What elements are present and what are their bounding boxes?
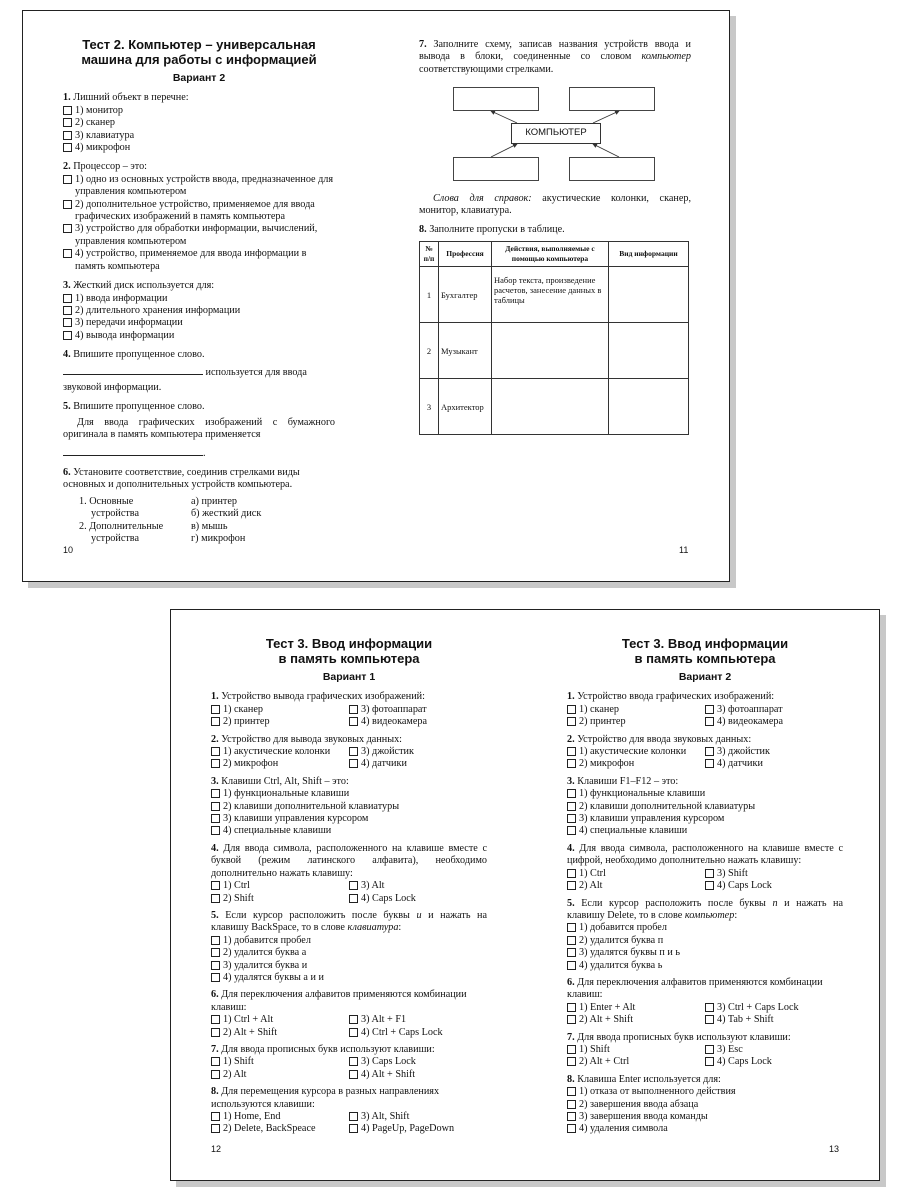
question-6: 6. Установите соответствие, соединив стрелками виды основных и дополнительных устройств компьютера. 1. Основные а) принтер устройства б) жесткий диск 2. Дополнительные в) мышь устройства г) микрофон bbox=[63, 466, 300, 544]
variant-label: Вариант 2 bbox=[172, 72, 226, 84]
output-device-box-1[interactable] bbox=[453, 87, 539, 111]
table-header-row: № п/п Профессия Действия, выполняемые с помощью компьютера Вид информации bbox=[420, 242, 689, 267]
checkbox[interactable] bbox=[211, 826, 220, 835]
checkbox[interactable] bbox=[63, 318, 72, 327]
question-1: 1. Устройство ввода графических изображений: 1) сканер 2) принтер 3) фотоаппарат 4) видеокамера bbox=[567, 691, 843, 728]
answer-option[interactable]: 1) Home, End bbox=[211, 1111, 349, 1123]
table-row: 2 Музыкант bbox=[420, 323, 689, 379]
checkbox[interactable] bbox=[349, 881, 358, 890]
question-2: 2. Процессор – это: 1) одно из основных устройств ввода, предназначенное для управления компьютером 2) дополнительное устройство, применяемое для ввода графических изображений в память компьютера 3) устройство для обработки информации, вычислений, управления компьютером 4) устройство, применяемое для ввода информации в память компьютера bbox=[63, 161, 334, 272]
checkbox[interactable] bbox=[567, 1045, 576, 1054]
spread-pages-10-11 bbox=[22, 10, 730, 582]
answer-option[interactable]: 1) сканер bbox=[211, 704, 349, 716]
checkbox[interactable] bbox=[349, 705, 358, 714]
answer-option[interactable]: 2) удалится буква а bbox=[211, 947, 487, 959]
checkbox[interactable] bbox=[567, 881, 576, 890]
answer-option[interactable]: 4) датчики bbox=[705, 758, 843, 770]
answer-option[interactable]: 1) акустические колонки bbox=[567, 746, 705, 758]
answer-option[interactable]: 2) принтер bbox=[567, 716, 705, 728]
answer-option[interactable]: 2) дополнительное устройство, применяемое для ввода графических изображений в память компьютера bbox=[63, 199, 335, 224]
checkbox[interactable] bbox=[211, 747, 220, 756]
checkbox[interactable] bbox=[349, 717, 358, 726]
input-device-box-1[interactable] bbox=[453, 157, 539, 181]
page-11-lower bbox=[419, 193, 691, 435]
answer-option[interactable]: 4) микрофон bbox=[63, 142, 335, 154]
answer-option[interactable]: 3) завершения ввода команды bbox=[567, 1111, 843, 1123]
question-5: 5. Если курсор расположить после буквы и и нажать на клавишу BackSpace, то в слове клавиатура: 1) добавится пробел 2) удалится буква а 3) удалится буква и 4) удалятся буквы а и и bbox=[211, 909, 488, 983]
checkbox[interactable] bbox=[211, 705, 220, 714]
answer-option[interactable]: 2) сканер bbox=[63, 117, 335, 129]
checkbox[interactable] bbox=[349, 1015, 358, 1024]
checkbox[interactable] bbox=[705, 1015, 714, 1024]
answer-option[interactable]: 1) Shift bbox=[567, 1044, 705, 1056]
answer-option[interactable]: 3) клавиши управления курсором bbox=[567, 813, 843, 825]
question-7: 7. Для ввода прописных букв используют клавиши: 1) Shift 2) Alt + Ctrl 3) Esc 4) Caps Lock bbox=[567, 1032, 843, 1069]
page-title: Тест 2. Компьютер – универсальная машина для работы с информацией bbox=[81, 37, 317, 67]
checkbox[interactable] bbox=[211, 789, 220, 798]
answer-option[interactable]: 1) акустические колонки bbox=[211, 746, 349, 758]
checkbox[interactable] bbox=[63, 118, 72, 127]
checkbox[interactable] bbox=[705, 881, 714, 890]
answer-option[interactable]: 2) длительного хранения информации bbox=[63, 305, 335, 317]
page-11 bbox=[419, 39, 691, 81]
answer-option[interactable]: 2) Delete, BackSpeace bbox=[211, 1123, 349, 1135]
question-6: 6. Для переключения алфавитов применяются комбинации клавиш: 1) Enter + Alt 2) Alt + Shift 3) Ctrl + Caps Lock 4) Tab + Shift bbox=[567, 977, 843, 1027]
answer-option[interactable]: 2) микрофон bbox=[211, 758, 349, 770]
checkbox[interactable] bbox=[63, 200, 72, 209]
checkbox[interactable] bbox=[567, 936, 576, 945]
answer-option[interactable]: 3) клавиатура bbox=[63, 130, 335, 142]
answer-option[interactable]: 3) передачи информации bbox=[63, 317, 335, 329]
answer-option[interactable]: 2) клавиши дополнительной клавиатуры bbox=[567, 801, 843, 813]
table-cell-input[interactable] bbox=[609, 323, 689, 379]
answer-option[interactable]: 1) монитор bbox=[63, 105, 335, 117]
checkbox[interactable] bbox=[567, 717, 576, 726]
answer-option[interactable]: 3) клавиши управления курсором bbox=[211, 813, 487, 825]
checkbox[interactable] bbox=[567, 1015, 576, 1024]
checkbox[interactable] bbox=[567, 814, 576, 823]
answer-option[interactable]: 3) фотоаппарат bbox=[349, 704, 487, 716]
checkbox[interactable] bbox=[349, 1057, 358, 1066]
table-cell-input[interactable] bbox=[492, 379, 609, 435]
checkbox[interactable] bbox=[211, 802, 220, 811]
checkbox[interactable] bbox=[567, 705, 576, 714]
answer-option[interactable]: 4) видеокамера bbox=[705, 716, 843, 728]
checkbox[interactable] bbox=[567, 802, 576, 811]
answer-option[interactable]: 1) одно из основных устройств ввода, предназначенное для управления компьютером bbox=[63, 174, 335, 199]
answer-option[interactable]: 1) функциональные клавиши bbox=[211, 788, 487, 800]
answer-option[interactable]: 3) Shift bbox=[705, 868, 843, 880]
profession-table bbox=[419, 241, 689, 435]
hint-text: Слова для справок: акустические колонки, сканер, монитор, клавиатура. bbox=[419, 193, 691, 217]
answer-option[interactable]: 1) добавится пробел bbox=[567, 922, 843, 934]
checkbox[interactable] bbox=[349, 759, 358, 768]
answer-option[interactable]: 2) Alt + Ctrl bbox=[567, 1056, 705, 1068]
output-device-box-2[interactable] bbox=[569, 87, 655, 111]
answer-option[interactable]: 3) Caps Lock bbox=[349, 1056, 487, 1068]
checkbox[interactable] bbox=[211, 1124, 220, 1133]
checkbox[interactable] bbox=[211, 1015, 220, 1024]
question-6: 6. Для переключения алфавитов применяются комбинации клавиш: 1) Ctrl + Alt 2) Alt + Shift 3) Alt + F1 4) Ctrl + Caps Lock bbox=[211, 989, 487, 1039]
checkbox[interactable] bbox=[705, 1057, 714, 1066]
table-row: 3 Архитектор bbox=[420, 379, 689, 435]
answer-option[interactable]: 2) удалится буква п bbox=[567, 935, 843, 947]
checkbox[interactable] bbox=[567, 1100, 576, 1109]
checkbox[interactable] bbox=[567, 1112, 576, 1121]
answer-option[interactable]: 4) Caps Lock bbox=[705, 880, 843, 892]
answer-option[interactable]: 4) специальные клавиши bbox=[211, 825, 487, 837]
checkbox[interactable] bbox=[567, 923, 576, 932]
checkbox[interactable] bbox=[63, 249, 72, 258]
answer-option[interactable]: 1) Shift bbox=[211, 1056, 349, 1068]
spread-pages-12-13 bbox=[170, 609, 880, 1181]
checkbox[interactable] bbox=[349, 1124, 358, 1133]
question-1: 1. Устройство вывода графических изображений: 1) сканер 2) принтер 3) фотоаппарат 4) видеокамера bbox=[211, 691, 487, 728]
computer-box: КОМПЬЮТЕР bbox=[511, 123, 601, 144]
checkbox[interactable] bbox=[567, 759, 576, 768]
checkbox[interactable] bbox=[567, 1124, 576, 1133]
checkbox[interactable] bbox=[705, 705, 714, 714]
checkbox[interactable] bbox=[349, 894, 358, 903]
answer-option[interactable]: 3) Alt + F1 bbox=[349, 1014, 487, 1026]
answer-option[interactable]: 2) принтер bbox=[211, 716, 349, 728]
answer-option[interactable]: 2) Alt bbox=[211, 1069, 349, 1081]
answer-option[interactable]: 2) клавиши дополнительной клавиатуры bbox=[211, 801, 487, 813]
checkbox[interactable] bbox=[63, 106, 72, 115]
checkbox[interactable] bbox=[63, 306, 72, 315]
answer-option[interactable]: 1) Enter + Alt bbox=[567, 1002, 705, 1014]
page-10 bbox=[63, 37, 335, 550]
checkbox[interactable] bbox=[567, 1087, 576, 1096]
answer-option[interactable]: 4) Alt + Shift bbox=[349, 1069, 487, 1081]
checkbox[interactable] bbox=[211, 1028, 220, 1037]
page-12 bbox=[211, 636, 487, 1141]
table-row: 1 Бухгалтер Набор текста, произведение расчетов, занесение данных в таблицы bbox=[420, 267, 689, 323]
answer-option[interactable]: 4) Caps Lock bbox=[705, 1056, 843, 1068]
checkbox[interactable] bbox=[211, 894, 220, 903]
answer-option[interactable]: 1) Ctrl bbox=[211, 880, 349, 892]
answer-option[interactable]: 3) Ctrl + Caps Lock bbox=[705, 1002, 843, 1014]
answer-option[interactable]: 3) джойстик bbox=[705, 746, 843, 758]
answer-option[interactable]: 4) удаления символа bbox=[567, 1123, 843, 1135]
checkbox[interactable] bbox=[211, 936, 220, 945]
answer-option[interactable]: 2) микрофон bbox=[567, 758, 705, 770]
answer-option[interactable]: 3) удалится буква и bbox=[211, 960, 487, 972]
input-device-box-2[interactable] bbox=[569, 157, 655, 181]
answer-blank[interactable] bbox=[63, 455, 203, 456]
answer-option[interactable]: 4) вывода информации bbox=[63, 330, 335, 342]
variant-label: Вариант 2 bbox=[678, 671, 732, 683]
question-2: 2. Устройство для вывода звуковых данных: 1) акустические колонки 2) микрофон 3) джойстик 4) датчики bbox=[211, 734, 487, 771]
checkbox[interactable] bbox=[705, 717, 714, 726]
answer-option[interactable]: 4) Ctrl + Caps Lock bbox=[349, 1027, 487, 1039]
checkbox[interactable] bbox=[567, 826, 576, 835]
question-3: 3. Клавиши Ctrl, Alt, Shift – это: 1) функциональные клавиши 2) клавиши дополнительной клавиатуры 3) клавиши управления курсором 4) специальные клавиши bbox=[211, 776, 487, 838]
question-2: 2. Устройство для ввода звуковых данных: 1) акустические колонки 2) микрофон 3) джойстик 4) датчики bbox=[567, 734, 843, 771]
question-5: 5. Впишите пропущенное слово. Для ввода графических изображений с бумажного оригинала в память компьютера применяется . bbox=[63, 401, 335, 459]
checkbox[interactable] bbox=[211, 1112, 220, 1121]
table-cell-input[interactable] bbox=[492, 323, 609, 379]
page-number: 13 bbox=[829, 1144, 840, 1154]
answer-option[interactable]: 3) Alt bbox=[349, 880, 487, 892]
question-8: 8. Заполните пропуски в таблице. bbox=[419, 223, 565, 235]
answer-option[interactable]: 4) удалятся буквы а и и bbox=[211, 972, 487, 984]
checkbox[interactable] bbox=[567, 789, 576, 798]
answer-option[interactable]: 1) отказа от выполненного действия bbox=[567, 1086, 843, 1098]
question-3: 3. Клавиши F1–F12 – это: 1) функциональные клавиши 2) клавиши дополнительной клавиатуры 3) клавиши управления курсором 4) специальные клавиши bbox=[567, 776, 843, 838]
checkbox[interactable] bbox=[705, 747, 714, 756]
page-title: Тест 3. Ввод информации в память компьютера bbox=[621, 636, 789, 666]
page-number: 11 bbox=[679, 545, 689, 555]
answer-option[interactable]: 4) устройство, применяемое для ввода информации в память компьютера bbox=[63, 248, 335, 273]
page-title: Тест 3. Ввод информации в память компьютера bbox=[265, 636, 433, 666]
checkbox[interactable] bbox=[63, 131, 72, 140]
checkbox[interactable] bbox=[567, 747, 576, 756]
variant-label: Вариант 1 bbox=[322, 671, 376, 683]
checkbox[interactable] bbox=[211, 973, 220, 982]
answer-option[interactable]: 4) Tab + Shift bbox=[705, 1014, 843, 1026]
checkbox[interactable] bbox=[349, 1028, 358, 1037]
answer-option[interactable]: 1) Ctrl bbox=[567, 868, 705, 880]
answer-option[interactable]: 4) видеокамера bbox=[349, 716, 487, 728]
io-diagram bbox=[419, 87, 691, 187]
question-1: 1. Лишний объект в перечне: 1) монитор 2) сканер 3) клавиатура 4) микрофон bbox=[63, 92, 335, 154]
answer-option[interactable]: 4) удалится буква ь bbox=[567, 960, 843, 972]
answer-option[interactable]: 3) Esc bbox=[705, 1044, 843, 1056]
checkbox[interactable] bbox=[349, 1112, 358, 1121]
checkbox[interactable] bbox=[705, 1003, 714, 1012]
page-number: 10 bbox=[63, 545, 74, 555]
checkbox[interactable] bbox=[63, 175, 72, 184]
question-7: 7. Для ввода прописных букв используют клавиши: 1) Shift 2) Alt 3) Caps Lock 4) Alt + Shift bbox=[211, 1044, 487, 1081]
page-number: 12 bbox=[211, 1144, 222, 1154]
question-8: 8. Для перемещения курсора в разных направлениях используются клавиши: 1) Home, End 2) Delete, BackSpeace 3) Alt, Shift 4) PageUp, PageDown bbox=[211, 1086, 487, 1136]
answer-option[interactable]: 3) Alt, Shift bbox=[349, 1111, 487, 1123]
checkbox[interactable] bbox=[567, 1057, 576, 1066]
answer-option[interactable]: 1) добавится пробел bbox=[211, 935, 487, 947]
checkbox[interactable] bbox=[63, 331, 72, 340]
checkbox[interactable] bbox=[211, 814, 220, 823]
answer-option[interactable]: 4) датчики bbox=[349, 758, 487, 770]
table-cell-input[interactable] bbox=[609, 267, 689, 323]
answer-option[interactable]: 3) фотоаппарат bbox=[705, 704, 843, 716]
page-13 bbox=[567, 636, 843, 1141]
table-cell-input[interactable] bbox=[609, 379, 689, 435]
answer-option[interactable]: 2) Alt + Shift bbox=[567, 1014, 705, 1026]
answer-option[interactable]: 1) ввода информации bbox=[63, 293, 335, 305]
checkbox[interactable] bbox=[567, 961, 576, 970]
answer-blank[interactable] bbox=[63, 374, 203, 375]
checkbox[interactable] bbox=[705, 1045, 714, 1054]
question-3: 3. Жесткий диск используется для: 1) ввода информации 2) длительного хранения информации 3) передачи информации 4) вывода информации bbox=[63, 280, 335, 342]
answer-option[interactable]: 1) сканер bbox=[567, 704, 705, 716]
question-4: 4. Для ввода символа, расположенного на клавише вместе с цифрой, необходимо дополнительно нажать клавишу: 1) Ctrl 2) Alt 3) Shift 4) Caps Lock bbox=[567, 842, 843, 892]
answer-option[interactable]: 4) специальные клавиши bbox=[567, 825, 843, 837]
checkbox[interactable] bbox=[349, 747, 358, 756]
question-4: 4. Для ввода символа, расположенного на клавише вместе с буквой (режим латинского алфавита), необходимо дополнительно нажать клавишу: 1) Ctrl 2) Shift 3) Alt 4) Caps Lock bbox=[211, 842, 487, 904]
answer-option[interactable]: 2) завершения ввода абзаца bbox=[567, 1099, 843, 1111]
checkbox[interactable] bbox=[211, 961, 220, 970]
answer-option[interactable]: 2) Alt bbox=[567, 880, 705, 892]
answer-option[interactable]: 4) PageUp, PageDown bbox=[349, 1123, 487, 1135]
answer-option[interactable]: 2) Alt + Shift bbox=[211, 1027, 349, 1039]
checkbox[interactable] bbox=[349, 1070, 358, 1079]
answer-option[interactable]: 2) Shift bbox=[211, 893, 349, 905]
checkbox[interactable] bbox=[211, 881, 220, 890]
checkbox[interactable] bbox=[63, 294, 72, 303]
answer-option[interactable]: 1) Ctrl + Alt bbox=[211, 1014, 349, 1026]
checkbox[interactable] bbox=[211, 1057, 220, 1066]
answer-option[interactable]: 1) функциональные клавиши bbox=[567, 788, 843, 800]
checkbox[interactable] bbox=[705, 759, 714, 768]
answer-option[interactable]: 3) устройство для обработки информации, вычислений, управления компьютером bbox=[63, 223, 335, 248]
question-5: 5. Если курсор расположить после буквы п и нажать на клавишу Delete, то в слове компьютер: 1) добавится пробел 2) удалится буква п 3) удалятся буквы п и ь 4) удалится буква ь bbox=[567, 897, 844, 971]
question-7: 7. Заполните схему, записав названия устройств ввода и вывода в блоки, соединенные со словом компьютер соответствующими стрелками. bbox=[419, 39, 691, 75]
checkbox[interactable] bbox=[211, 1070, 220, 1079]
checkbox[interactable] bbox=[63, 224, 72, 233]
question-4: 4. Впишите пропущенное слово. используется для ввода звуковой информации. bbox=[63, 349, 307, 393]
checkbox[interactable] bbox=[211, 717, 220, 726]
checkbox[interactable] bbox=[567, 1003, 576, 1012]
answer-option[interactable]: 4) Caps Lock bbox=[349, 893, 487, 905]
checkbox[interactable] bbox=[211, 759, 220, 768]
checkbox[interactable] bbox=[211, 948, 220, 957]
question-8: 8. Клавиша Enter используется для: 1) отказа от выполненного действия 2) завершения ввода абзаца 3) завершения ввода команды 4) удаления символа bbox=[567, 1074, 843, 1136]
checkbox[interactable] bbox=[63, 143, 72, 152]
answer-option[interactable]: 3) джойстик bbox=[349, 746, 487, 758]
checkbox[interactable] bbox=[567, 869, 576, 878]
answer-option[interactable]: 3) удалятся буквы п и ь bbox=[567, 947, 843, 959]
checkbox[interactable] bbox=[705, 869, 714, 878]
checkbox[interactable] bbox=[567, 948, 576, 957]
